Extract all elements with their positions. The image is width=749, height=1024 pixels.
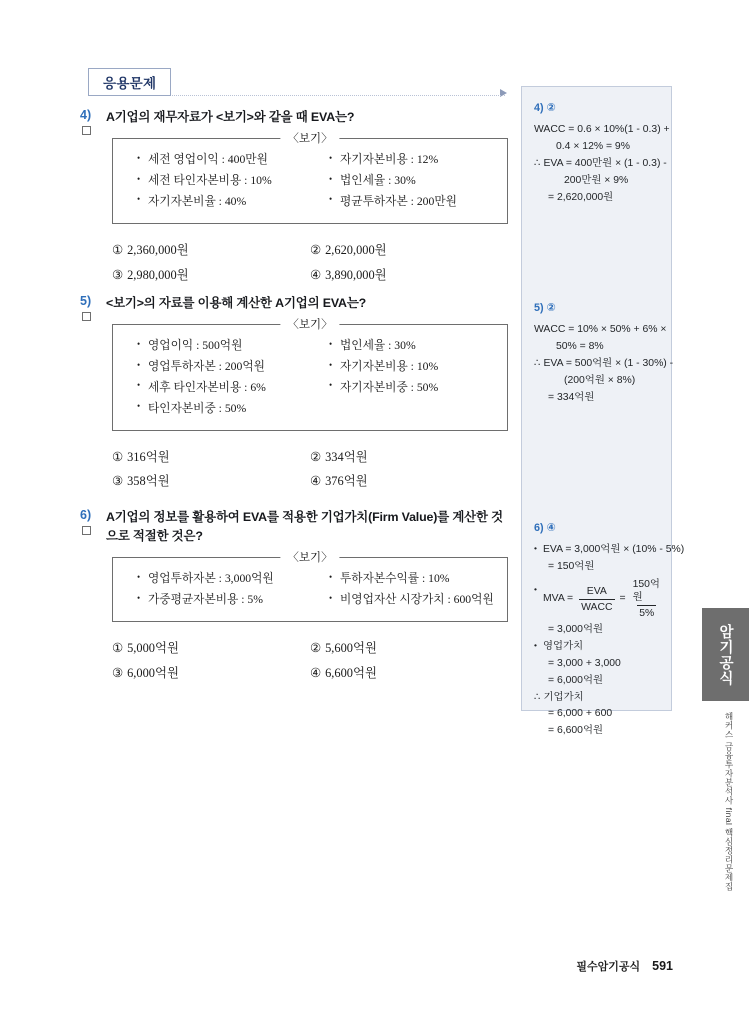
question-5-prompt: <보기>의 자료를 이용해 계산한 A기업의 EVA는? xyxy=(106,296,367,310)
question-4-choices xyxy=(112,238,508,288)
choice-label: 6,600억원 xyxy=(325,665,377,680)
choice-option[interactable] xyxy=(310,469,508,494)
bogi-item: • 평균투하자본 : 200만원 xyxy=(329,192,499,213)
side-tab xyxy=(702,608,749,701)
choice-marker: ③ xyxy=(112,665,124,680)
question-6-number: 6) xyxy=(80,508,92,522)
bogi-item: • 세전 영업이익 : 400만원 xyxy=(137,150,307,171)
choice-option[interactable] xyxy=(112,636,310,661)
side-tab-label: 암기공식 xyxy=(717,623,733,686)
choice-label: 2,620,000원 xyxy=(325,242,387,257)
answer-line: • 영업가치 xyxy=(534,639,666,656)
question-6-bogi xyxy=(112,552,508,622)
mva-fraction-2 xyxy=(631,578,663,620)
choice-label: 358억원 xyxy=(127,474,170,489)
choice-marker: ④ xyxy=(310,474,322,489)
mva-fraction-1 xyxy=(579,585,614,614)
choice-label: 3,890,000원 xyxy=(325,267,387,282)
answer-6-mva-formula xyxy=(534,578,666,620)
bogi-item: • 투하자본수익률 : 10% xyxy=(329,569,499,590)
choice-marker: ④ xyxy=(310,267,322,282)
question-6-bogi-box xyxy=(112,552,508,622)
choice-option[interactable] xyxy=(112,238,310,263)
question-6-bogi-right-column xyxy=(307,569,499,611)
question-4-bogi-box xyxy=(112,133,508,223)
choice-label: 334억원 xyxy=(325,449,368,464)
question-6-bogi-label: 〈보기〉 xyxy=(280,549,339,565)
choice-option[interactable] xyxy=(112,661,310,686)
answer-line: ∴ 기업가치 xyxy=(534,691,584,703)
choice-marker: ② xyxy=(310,449,322,464)
choice-option[interactable] xyxy=(310,636,508,661)
answer-line: = 6,000 + 600 xyxy=(548,708,613,720)
answer-6-heading: 6) ④ xyxy=(534,522,556,534)
question-6 xyxy=(80,508,512,686)
question-5 xyxy=(80,294,512,494)
bogi-item: • 세전 타인자본비용 : 10% xyxy=(137,171,307,192)
question-5-bogi-left-column xyxy=(121,336,307,419)
mva-numerator-2: 150억원 xyxy=(632,579,660,604)
question-6-checkbox[interactable] xyxy=(82,526,91,535)
answer-line: = 3,000 + 3,000 xyxy=(548,657,621,669)
answer-line: 50% = 8% xyxy=(556,341,604,353)
choice-marker: ② xyxy=(310,641,322,656)
bogi-item: • 법인세율 : 30% xyxy=(329,171,499,192)
choice-marker: ④ xyxy=(310,665,322,680)
choice-option[interactable] xyxy=(310,263,508,288)
answer-line: = 2,620,000원 xyxy=(548,191,614,203)
choice-option[interactable] xyxy=(112,263,310,288)
answer-line: 0.4 × 12% = 9% xyxy=(556,141,630,153)
choice-label: 2,360,000원 xyxy=(127,242,189,257)
choice-marker: ① xyxy=(112,641,124,656)
choice-label: 6,000억원 xyxy=(127,665,179,680)
bogi-item: • 자기자본비중 : 50% xyxy=(329,378,499,399)
choice-label: 316억원 xyxy=(127,449,170,464)
answer-line: WACC = 10% × 50% + 6% × xyxy=(534,324,667,336)
answer-line: = 6,000억원 xyxy=(548,674,604,686)
question-4 xyxy=(80,108,512,287)
choice-marker: ② xyxy=(310,242,322,257)
choice-option[interactable] xyxy=(310,238,508,263)
question-4-bogi-right-column xyxy=(307,150,499,212)
bogi-item: • 자기자본비용 : 12% xyxy=(329,150,499,171)
question-6-choices xyxy=(112,636,508,686)
page-footer xyxy=(576,958,673,974)
choice-option[interactable] xyxy=(310,445,508,470)
section-badge: 응용문제 xyxy=(88,68,171,96)
answer-block-5 xyxy=(534,300,674,407)
bogi-item: • 법인세율 : 30% xyxy=(329,336,499,357)
footer-page-number: 591 xyxy=(652,959,673,973)
answer-5-heading: 5) ② xyxy=(534,302,556,314)
bogi-item: • 자기자본비용 : 10% xyxy=(329,357,499,378)
question-5-bogi-box xyxy=(112,319,508,430)
mva-denominator-2: 5% xyxy=(637,605,656,620)
answer-line: = 6,600억원 xyxy=(548,725,604,737)
answer-block-4 xyxy=(534,100,670,207)
question-5-choices xyxy=(112,445,508,495)
footer-section-label: 필수암기공식 xyxy=(576,961,641,973)
question-4-bogi-left-column xyxy=(121,150,307,212)
question-4-checkbox[interactable] xyxy=(82,126,91,135)
question-5-bogi-right-column xyxy=(307,336,499,419)
question-5-number: 5) xyxy=(80,294,92,308)
answer-4-heading: 4) ② xyxy=(534,102,556,114)
mva-equals: = xyxy=(619,592,626,604)
answer-panel xyxy=(521,86,685,737)
answer-block-6 xyxy=(534,520,685,740)
question-6-prompt: A기업의 정보를 활용하여 EVA를 적용한 기업가치(Firm Value)를 계산한 것으로 적절한 것은? xyxy=(106,510,503,544)
choice-marker: ③ xyxy=(112,267,124,282)
bogi-item: • 세후 타인자본비용 : 6% xyxy=(137,378,307,399)
choice-marker: ③ xyxy=(112,474,124,489)
question-6-bogi-left-column xyxy=(121,569,307,611)
choice-marker: ① xyxy=(112,242,124,257)
answer-line: = 334억원 xyxy=(548,391,595,403)
bogi-item: • 가중평균자본비용 : 5% xyxy=(137,590,307,611)
side-vertical-title: 해커스 금융투자분석사 final 핵심정리문제집 xyxy=(724,712,734,892)
answer-line: • EVA = 3,000억원 × (10% - 5%) xyxy=(534,542,666,559)
answer-line: (200억원 × 8%) xyxy=(564,375,636,387)
bogi-item: • 영업투하자본 : 200억원 xyxy=(137,357,307,378)
answer-line: = 3,000억원 xyxy=(548,624,604,636)
mva-denominator-1: WACC xyxy=(579,599,614,614)
question-4-bogi-label: 〈보기〉 xyxy=(280,130,339,146)
choice-option[interactable] xyxy=(310,661,508,686)
bogi-item: • 자기자본비율 : 40% xyxy=(137,192,307,213)
question-5-bogi xyxy=(112,319,508,430)
answer-line: ∴ EVA = 500억원 × (1 - 30%) - xyxy=(534,358,674,370)
choice-option[interactable] xyxy=(112,469,310,494)
bogi-item: • 비영업자산 시장가치 : 600억원 xyxy=(329,590,499,611)
question-5-checkbox[interactable] xyxy=(82,312,91,321)
bogi-item: • 타인자본비중 : 50% xyxy=(137,399,307,420)
answer-line: ∴ EVA = 400만원 × (1 - 0.3) - xyxy=(534,158,667,170)
question-5-bogi-label: 〈보기〉 xyxy=(280,316,339,332)
choice-marker: ① xyxy=(112,449,124,464)
choice-label: 376억원 xyxy=(325,474,368,489)
answer-line: = 150억원 xyxy=(548,561,595,573)
answer-line: 200만원 × 9% xyxy=(564,175,629,187)
question-4-prompt: A기업의 재무자료가 <보기>와 같을 때 EVA는? xyxy=(106,110,355,124)
mva-lead: • MVA = xyxy=(543,592,574,604)
choice-label: 5,600억원 xyxy=(325,641,377,656)
question-4-bogi xyxy=(112,133,508,223)
question-4-number: 4) xyxy=(80,108,92,122)
choice-option[interactable] xyxy=(112,445,310,470)
choice-label: 2,980,000원 xyxy=(127,267,189,282)
bogi-item: • 영업투하자본 : 3,000억원 xyxy=(137,569,307,590)
choice-label: 5,000억원 xyxy=(127,641,179,656)
bogi-item: • 영업이익 : 500억원 xyxy=(137,336,307,357)
answer-line: WACC = 0.6 × 10%(1 - 0.3) + xyxy=(534,124,670,136)
mva-numerator-1: EVA xyxy=(586,585,607,597)
